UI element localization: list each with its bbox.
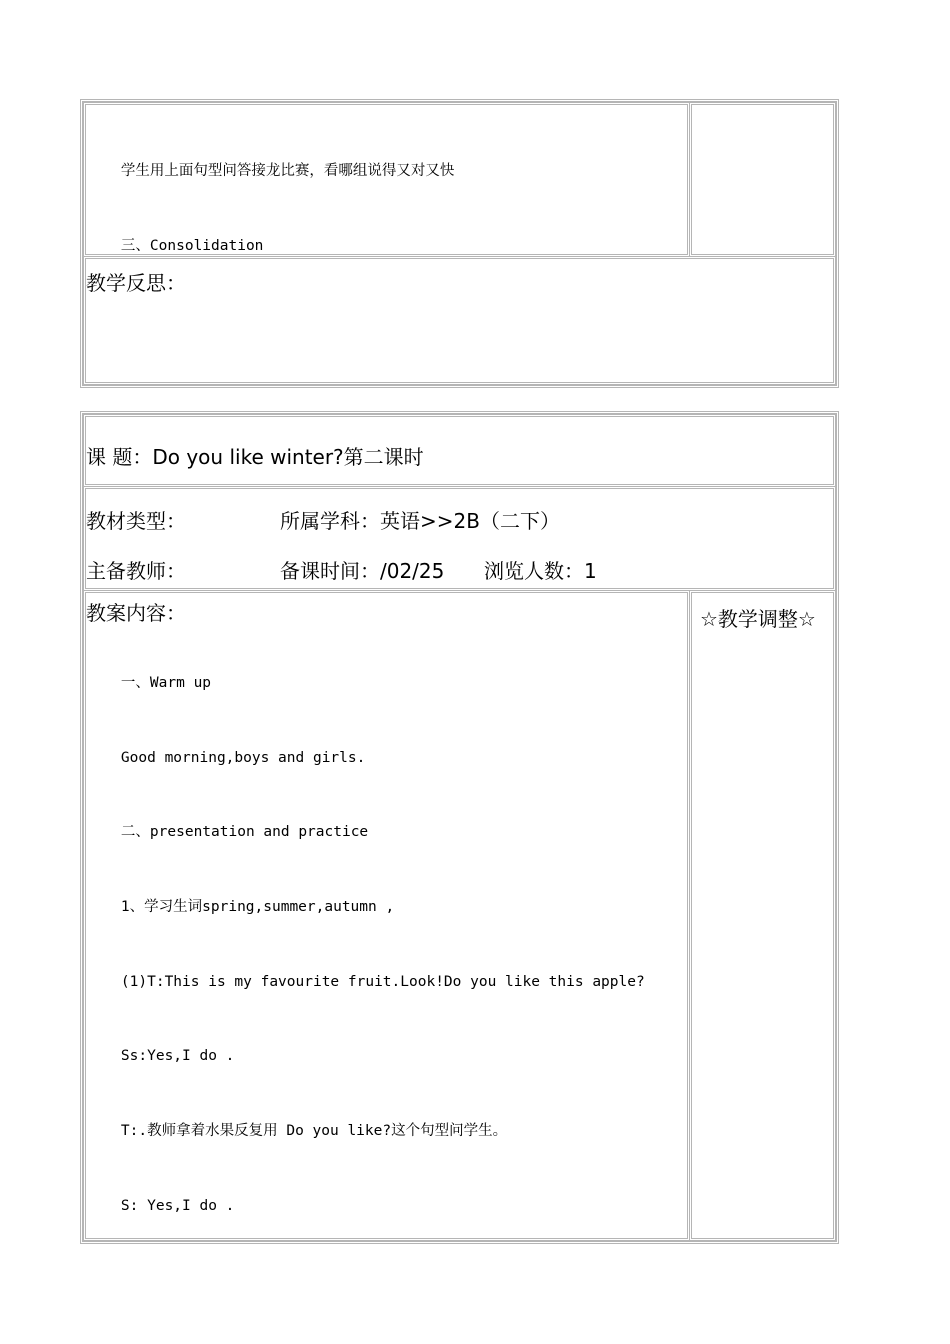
- content-text: [86, 109, 611, 257]
- content-line: (1)T:This is my favourite fruit.Look!Do you like this apple?: [86, 973, 645, 990]
- view-count: 浏览人数：1: [484, 559, 597, 583]
- subject-value: 所属学科：英语>>2B（二下）: [280, 509, 560, 533]
- content-label: 教案内容：: [86, 601, 186, 625]
- content-line: 一、Warm up: [86, 674, 212, 691]
- reflection-label: 教学反思：: [86, 271, 186, 295]
- content-line: 三、Consolidation: [86, 237, 264, 254]
- lesson-content-cell: [83, 590, 690, 1241]
- content-line: 二、presentation and practice: [86, 824, 369, 841]
- teacher-label: 主备教师：: [86, 559, 186, 583]
- lesson-content-text: [86, 621, 645, 1241]
- lesson-table-2: [80, 411, 839, 1244]
- prep-time: 备课时间：/02/25: [280, 559, 445, 583]
- topic-cell: [83, 414, 836, 487]
- content-cell: [83, 102, 690, 257]
- reflection-cell: [83, 256, 836, 385]
- adjust-label: ☆教学调整☆: [700, 607, 816, 631]
- content-line: 学生用上面句型问答接龙比赛，看哪组说得又对又快: [86, 162, 455, 179]
- lesson-table-1: [80, 99, 839, 388]
- material-type-label: 教材类型：: [86, 509, 186, 533]
- info-cell: [83, 486, 836, 591]
- content-line: S: Yes,I do .: [86, 1197, 235, 1214]
- content-line: T:.教师拿着水果反复用 Do you like?这个句型问学生。: [86, 1123, 508, 1140]
- adjust-cell: [689, 102, 836, 257]
- content-line: Good morning,boys and girls.: [86, 749, 366, 766]
- topic-title: 课 题：Do you like winter?第二课时: [86, 445, 424, 469]
- content-line: 1、学习生词spring,summer,autumn ,: [86, 898, 395, 915]
- teaching-adjust-cell: [689, 590, 836, 1241]
- content-line: Ss:Yes,I do .: [86, 1048, 235, 1065]
